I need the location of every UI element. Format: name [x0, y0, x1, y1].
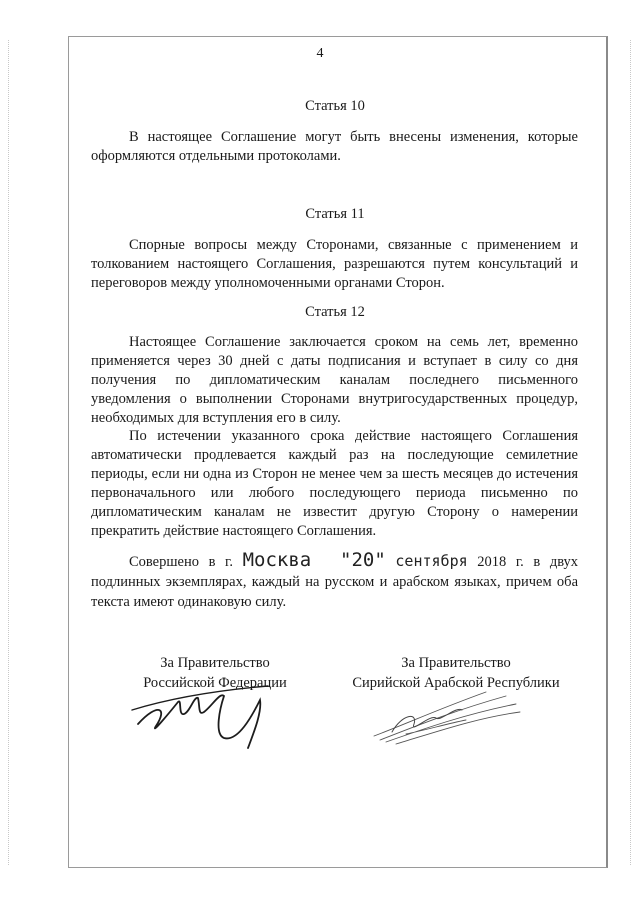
signature-syria	[366, 684, 526, 748]
article-11-heading: Статья 11	[305, 206, 365, 222]
signatory-left-line2: Российской Федерации	[143, 675, 287, 691]
handwritten-day: "20"	[340, 549, 386, 571]
page-number: 4	[316, 46, 324, 61]
scan-edge-left	[8, 40, 10, 865]
article-10-heading: Статья 10	[305, 98, 365, 114]
article-11-text: Спорные вопросы между Сторонами, связанные с применением и толкованием настоящего Соглашения, разрешаются путем консультаций и переговоров между уполномоченными органами Сторон.	[91, 237, 578, 291]
signatory-right-line2: Сирийской Арабской Республики	[352, 675, 560, 691]
article-12-heading: Статья 12	[305, 304, 365, 320]
closing-prefix: Совершено в г.	[129, 554, 233, 570]
article-12-paragraph-2: По истечении указанного срока действие настоящего Соглашения автоматически продлевается каждый раз на последующие семилетние периоды, если ни одна из Сторон не менее чем за шесть месяцев до истечения первоначального или любого последующего периода письменно по дипломатическим каналам не известит другую Сторону о намерении прекратить действие настоящего Соглашения.	[91, 428, 578, 539]
signatory-left-line1: За Правительство	[160, 655, 270, 671]
article-12-paragraph-1: Настоящее Соглашение заключается сроком на семь лет, временно применяется через 30 дней с даты подписания и вступает в силу со дня получения по дипломатическим каналам последнего письменного уведомления о выполнении Сторонами внутригосударственных процедур, необходимых для вступления его в силу.	[91, 334, 578, 426]
handwritten-month: сентября	[395, 552, 468, 570]
handwritten-city: Москва	[242, 549, 312, 571]
scan-edge-right	[630, 40, 632, 865]
closing-rest: экземплярах, каждый на русском и арабском языках, причем оба текста имеют одинаковую силу.	[91, 574, 578, 610]
signatory-right-line1: За Правительство	[401, 655, 511, 671]
article-10-text: В настоящее Соглашение могут быть внесены изменения, которые оформляются отдельными протоколами.	[91, 129, 578, 164]
signature-russia	[128, 672, 278, 758]
closing-paragraph	[91, 550, 578, 612]
closing-year: 2018 г. в двух подлинных	[91, 554, 579, 590]
